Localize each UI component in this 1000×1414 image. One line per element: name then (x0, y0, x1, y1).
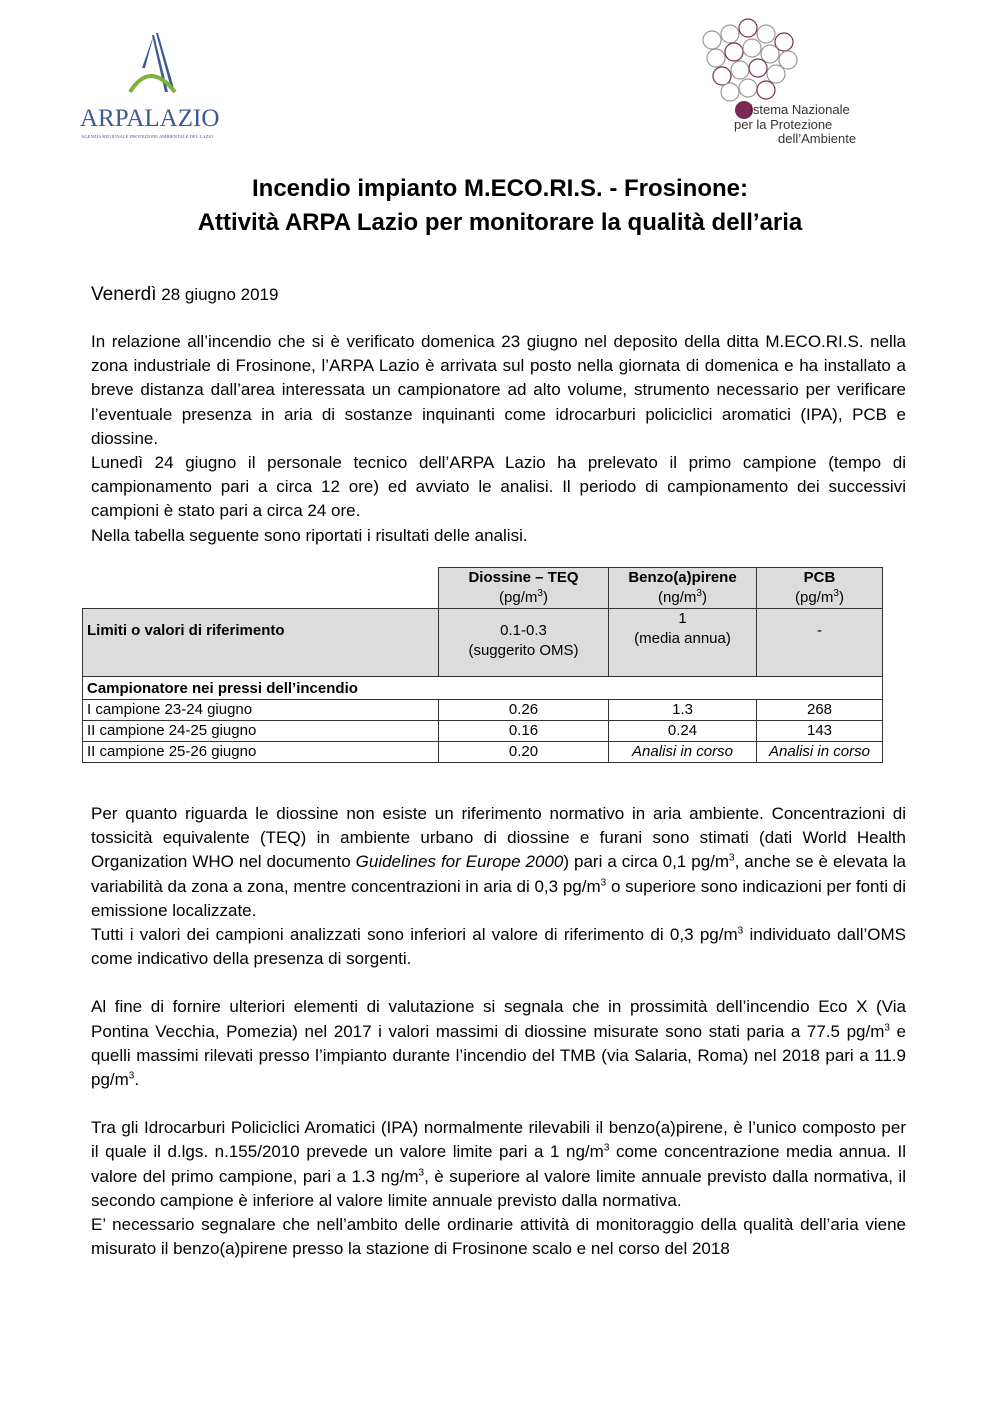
row-dioxin: 0.16 (439, 721, 609, 742)
reference-pcb: - (757, 609, 883, 677)
title-line-2: Attività ARPA Lazio per monitorare la qualità dell’aria (197, 209, 803, 236)
svg-text:AGENZIA REGIONALE PROTEZIONE A: AGENZIA REGIONALE PROTEZIONE AMBIENTALE DEL LAZIO (81, 134, 214, 139)
paragraph-comparison: Al fine di fornire ulteriori elementi di valutazione si segnala che in prossimità dell’incendio Eco X (Via Pontina Vecchia, Pomezia) nel 2017 i valori massimi di diossine misurate sono stati paria a 77.5 $pg/m^3$ e quelli massimi rilevati presso l’impianto durante l’incendio del TMB (via Salaria, Roma) nel 2018 pari a 11.9 $pg/m^3$. (91, 997, 906, 1090)
page-title (0, 172, 1000, 240)
row-label: II campione 24-25 giugno (83, 721, 439, 742)
paragraph-samples-below: Tutti i valori dei campioni analizzati sono inferiori al valore di riferimento di 0,3 $pg/m^3$ individuato dall’OMS come indicativo della presenza di sorgenti. (91, 925, 907, 969)
row-pcb: 143 (757, 721, 883, 742)
table-header-pcb: PCB $(pg/m^3)$ (757, 568, 883, 609)
row-pcb: Analisi in corso (757, 742, 883, 763)
row-bap: 1.3 (609, 700, 757, 721)
table-header-row (83, 568, 883, 609)
table-section-row (83, 677, 883, 700)
svg-text:ARPALAZIO: ARPALAZIO (80, 105, 220, 132)
row-label: II campione 25-26 giugno (83, 742, 439, 763)
date-rest: 28 giugno 2019 (161, 285, 279, 304)
row-dioxin: 0.26 (439, 700, 609, 721)
reference-label: Limiti o valori di riferimento (83, 609, 439, 677)
paragraph-dioxin-reference: Per quanto riguarda le diossine non esiste un riferimento normativo in aria ambiente. Concentrazioni di tossicità equivalente (TEQ) in ambiente urbano di diossine e furani sono stimati (dati World Health Organization WHO nel documento Guidelines for Europe 2000) pari a circa 0,1 $pg/m^3$, anche se è elevata la variabilità da zona a zona, mentre concentrazioni in aria di 0,3 $pg/m^3$ o superiore sono indicazioni per fonti di emissione localizzate. (91, 804, 906, 920)
intro-paragraph-2: Lunedì 24 giugno il personale tecnico dell’ARPA Lazio ha prelevato il primo campione (tempo di campionamento pari a circa 12 ore) ed avviato le analisi. Il periodo di campionamento dei successivi campioni è stato pari a circa 24 ore. (91, 453, 906, 521)
svg-text:istema Nazionale: istema Nazionale (750, 102, 850, 117)
intro-section (91, 330, 906, 548)
row-label: I campione 23-24 giugno (83, 700, 439, 721)
svg-text:per la Protezione: per la Protezione (734, 117, 833, 132)
svg-text:dell’Ambiente: dell’Ambiente (778, 131, 857, 146)
body-section (91, 802, 906, 1261)
table-header-empty (83, 568, 439, 609)
results-table (82, 567, 883, 763)
intro-paragraph-1: In relazione all’incendio che si è verificato domenica 23 giugno nel deposito della ditta M.ECO.RI.S. nella zona industriale di Frosinone, l’ARPA Lazio è arrivata sul posto nella giornata di domenica e ha installato a breve distanza dall’area interessata un campionatore ad alto volume, strumento necessario per verificare l’eventuale presenza in aria di sostanze inquinanti come idrocarburi policiclici aromatici (IPA), PCB e diossine. (91, 332, 906, 448)
paragraph-monitoring: E’ necessario segnalare che nell’ambito delle ordinarie attività di monitoraggio della qualità dell’aria viene misurato il benzo(a)pirene presso la stazione di Frosinone scalo e nel corso del 2018 (91, 1215, 906, 1259)
row-dioxin: 0.20 (439, 742, 609, 763)
table-row (83, 721, 883, 742)
row-bap: Analisi in corso (609, 742, 757, 763)
table-row (83, 700, 883, 721)
date-line (91, 283, 906, 307)
reference-dioxin: 0.1-0.3 (suggerito OMS) (439, 609, 609, 677)
table-header-bap: Benzo(a)pirene $(ng/m^3)$ (609, 568, 757, 609)
table-row (83, 742, 883, 763)
row-pcb: 268 (757, 700, 883, 721)
arpa-lazio-logo (80, 30, 240, 145)
title-line-1: Incendio impianto M.ECO.RI.S. - Frosinone: (251, 175, 748, 202)
row-bap: 0.24 (609, 721, 757, 742)
table-header-dioxin: Diossine – TEQ $(pg/m^3)$ (439, 568, 609, 609)
section-label: Campionatore nei pressi dell’incendio (83, 677, 883, 700)
table-reference-row (83, 609, 883, 677)
reference-bap: 1 (media annua) (609, 609, 757, 677)
snpa-logo (692, 18, 902, 146)
date-day: Venerdì (91, 284, 157, 305)
paragraph-ipa: Tra gli Idrocarburi Policiclici Aromatici (IPA) normalmente rilevabili il benzo(a)pirene, è l’unico composto per il quale il d.lgs. n.155/2010 prevede un valore limite pari a 1 $ng/m^3$ come concentrazione media annua. Il valore del primo campione, pari a 1.3 $ng/m^3$, è superiore al valore limite annuale previsto dalla normativa, il secondo campione è inferiore al valore limite annuale previsto dalla normativa. (91, 1118, 906, 1210)
intro-paragraph-3: Nella tabella seguente sono riportati i risultati delle analisi. (91, 525, 528, 545)
